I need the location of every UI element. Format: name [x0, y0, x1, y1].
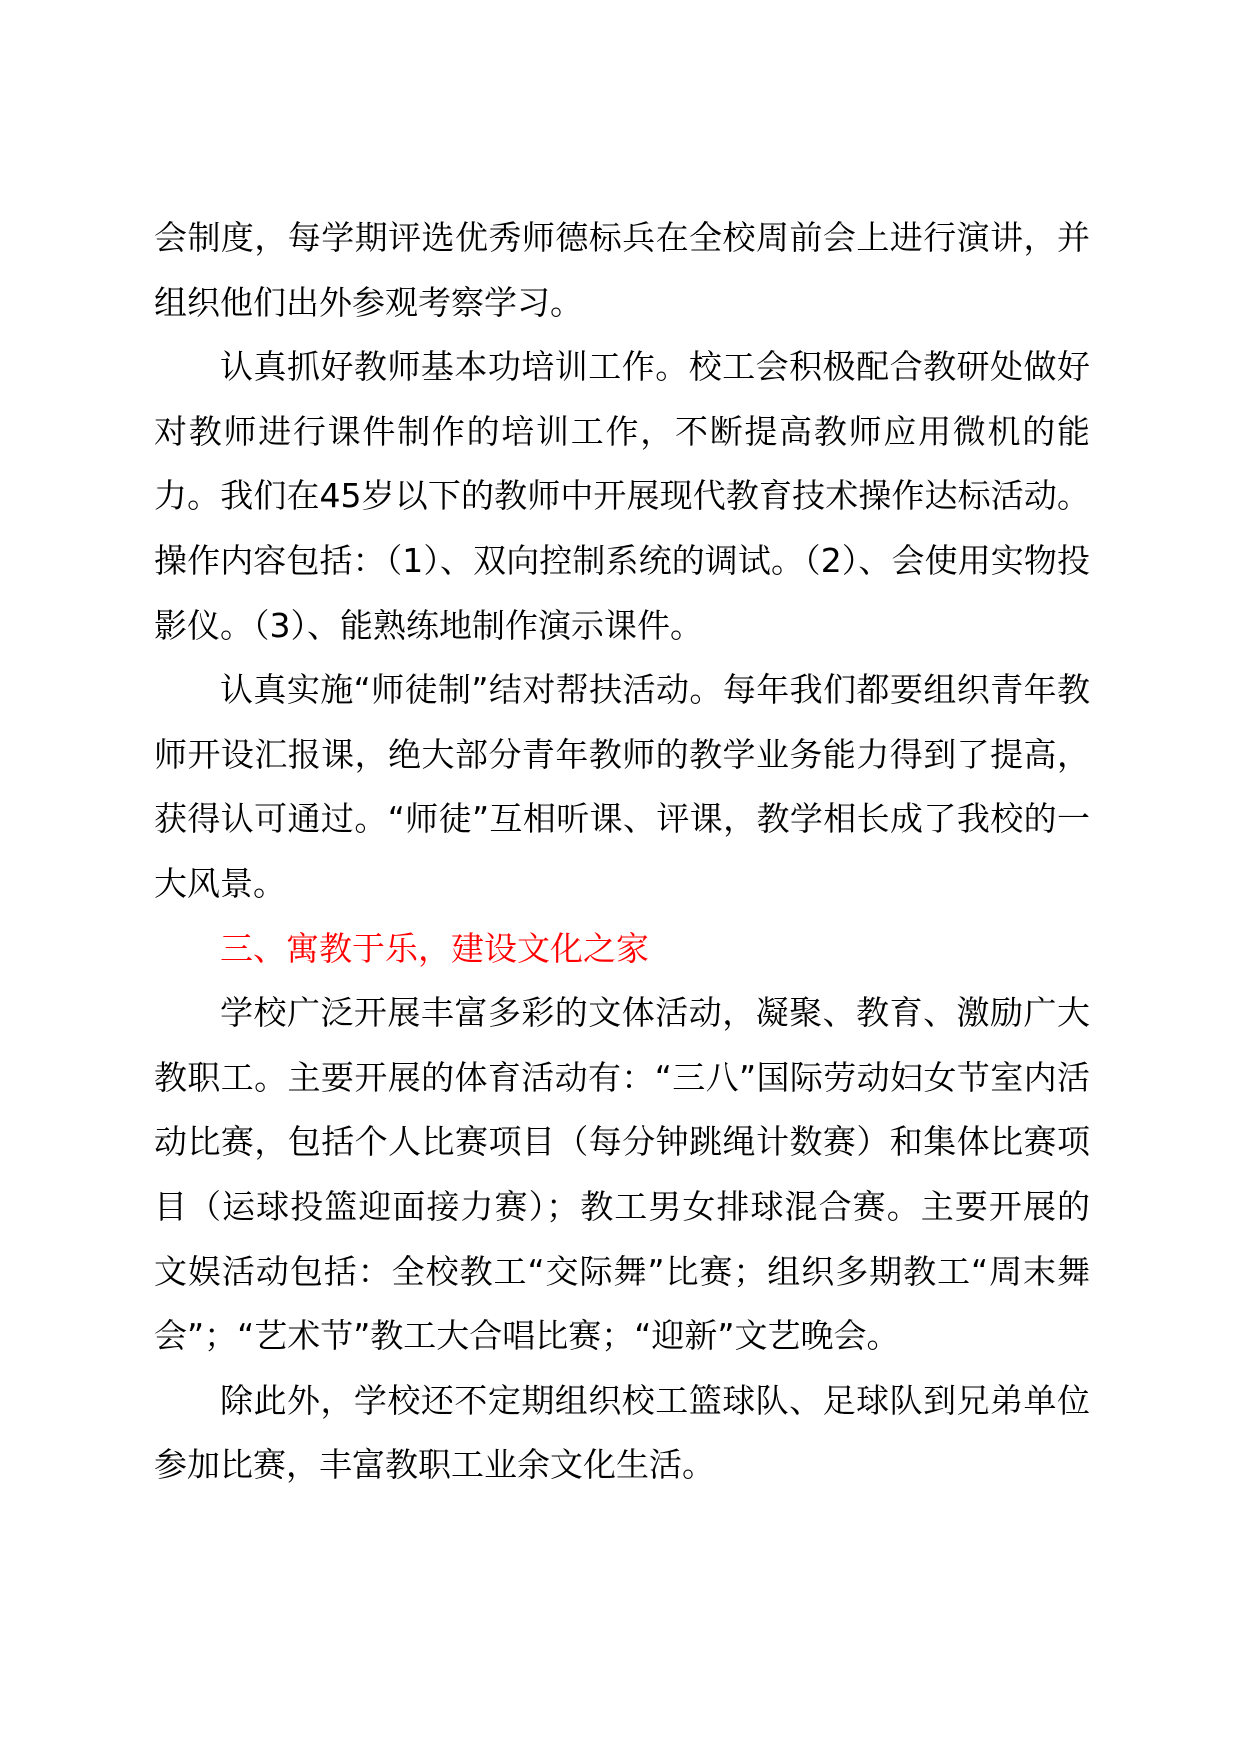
paragraph-other-activities: 除此外，学校还不定期组织校工篮球队、足球队到兄弟单位参加比赛，丰富教职工业余文化生活。 — [154, 1380, 1090, 1485]
paragraph-teacher-training: 认真抓好教师基本功培训工作。校工会积极配合教研处做好对教师进行课件制作的培训工作，不断提高教师应用微机的能力。我们在45岁以下的教师中开展现代教育技术操作达标活动。操作内容包括：（1）、双向控制系统的调试。（2）、会使用实物投影仪。（3）、能熟练地制作演示课件。 — [154, 347, 1090, 645]
paragraph-continuation: 会制度，每学期评选优秀师德标兵在全校周前会上进行演讲，并组织他们出外参观考察学习。 — [154, 218, 1090, 322]
section-heading: 三、寓教于乐，建设文化之家 — [220, 928, 649, 968]
paragraph-cultural-activities: 学校广泛开展丰富多彩的文体活动，凝聚、教育、激励广大教职工。主要开展的体育活动有：“三八”国际劳动妇女节室内活动比赛，包括个人比赛项目（每分钟跳绳计数赛）和集体比赛项目（运球投篮迎面接力赛）；教工男女排球混合赛。主要开展的文娱活动包括：全校教工“交际舞”比赛；组织多期教工“周末舞会”；“艺术节”教工大合唱比赛；“迎新”文艺晚会。 — [154, 993, 1090, 1356]
document-body — [154, 206, 1090, 1498]
paragraph-mentorship: 认真实施“师徒制”结对帮扶活动。每年我们都要组织青年教师开设汇报课，绝大部分青年教师的教学业务能力得到了提高，获得认可通过。“师徒”互相听课、评课，教学相长成了我校的一大风景。 — [154, 670, 1090, 903]
